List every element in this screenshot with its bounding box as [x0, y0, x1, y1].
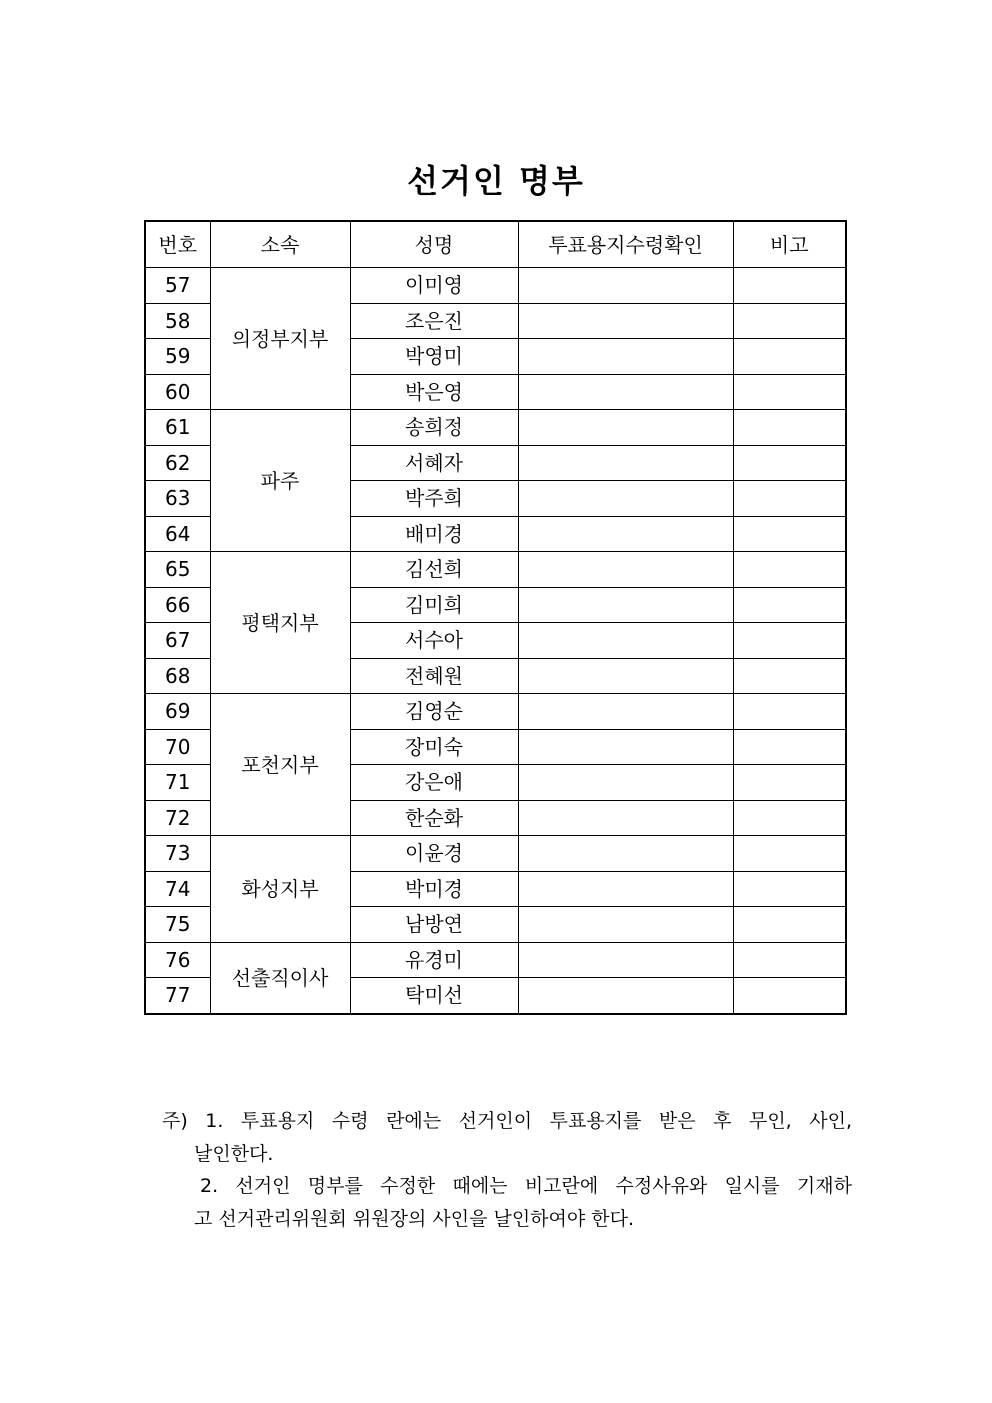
cell-ballot-receipt: [518, 623, 733, 659]
cell-ballot-receipt: [518, 694, 733, 730]
footnotes: [162, 1105, 852, 1235]
footnote-1-line-1: 주) 1. 투표용지 수령 란에는 선거인이 투표용지를 받은 후 무인, 사인,: [162, 1110, 852, 1132]
cell-ballot-receipt: [518, 374, 733, 410]
cell-affiliation: 의정부지부: [210, 268, 350, 410]
cell-number: 67: [145, 623, 210, 659]
cell-number: 57: [145, 268, 210, 304]
table-row: [145, 694, 846, 730]
cell-name: 서혜자: [350, 445, 518, 481]
cell-remarks: [733, 303, 846, 339]
header-name: 성명: [350, 221, 518, 268]
cell-ballot-receipt: [518, 516, 733, 552]
cell-name: 이윤경: [350, 836, 518, 872]
cell-number: 62: [145, 445, 210, 481]
cell-remarks: [733, 410, 846, 446]
cell-number: 71: [145, 765, 210, 801]
cell-ballot-receipt: [518, 481, 733, 517]
table-row: [145, 410, 846, 446]
header-remarks: 비고: [733, 221, 846, 268]
cell-remarks: [733, 587, 846, 623]
cell-name: 강은애: [350, 765, 518, 801]
cell-number: 74: [145, 871, 210, 907]
cell-number: 60: [145, 374, 210, 410]
table-row: [145, 268, 846, 304]
cell-name: 박은영: [350, 374, 518, 410]
cell-number: 73: [145, 836, 210, 872]
cell-remarks: [733, 481, 846, 517]
cell-number: 70: [145, 729, 210, 765]
cell-name: 서수아: [350, 623, 518, 659]
cell-ballot-receipt: [518, 339, 733, 375]
cell-name: 박영미: [350, 339, 518, 375]
cell-number: 65: [145, 552, 210, 588]
cell-remarks: [733, 268, 846, 304]
cell-remarks: [733, 871, 846, 907]
cell-number: 63: [145, 481, 210, 517]
cell-affiliation: 선출직이사: [210, 942, 350, 1014]
cell-ballot-receipt: [518, 765, 733, 801]
cell-number: 75: [145, 907, 210, 943]
cell-remarks: [733, 445, 846, 481]
cell-ballot-receipt: [518, 445, 733, 481]
cell-ballot-receipt: [518, 410, 733, 446]
table-row: [145, 836, 846, 872]
cell-ballot-receipt: [518, 942, 733, 978]
footnote-1-line-2: 날인한다.: [194, 1142, 274, 1165]
cell-ballot-receipt: [518, 871, 733, 907]
cell-number: 76: [145, 942, 210, 978]
cell-ballot-receipt: [518, 729, 733, 765]
cell-remarks: [733, 658, 846, 694]
cell-ballot-receipt: [518, 658, 733, 694]
table-row: [145, 942, 846, 978]
cell-number: 58: [145, 303, 210, 339]
cell-number: 61: [145, 410, 210, 446]
footnote-2-line-2: 고 선거관리위원회 위원장의 사인을 날인하여야 한다.: [194, 1207, 635, 1230]
cell-name: 한순화: [350, 800, 518, 836]
cell-remarks: [733, 623, 846, 659]
cell-name: 유경미: [350, 942, 518, 978]
cell-number: 69: [145, 694, 210, 730]
cell-affiliation: 화성지부: [210, 836, 350, 943]
cell-name: 박미경: [350, 871, 518, 907]
cell-name: 송희정: [350, 410, 518, 446]
cell-ballot-receipt: [518, 268, 733, 304]
table-header-row: [145, 221, 846, 268]
cell-remarks: [733, 516, 846, 552]
cell-name: 김선희: [350, 552, 518, 588]
cell-remarks: [733, 942, 846, 978]
cell-ballot-receipt: [518, 836, 733, 872]
cell-remarks: [733, 907, 846, 943]
cell-name: 전혜원: [350, 658, 518, 694]
cell-remarks: [733, 729, 846, 765]
cell-ballot-receipt: [518, 587, 733, 623]
header-affiliation: 소속: [210, 221, 350, 268]
cell-remarks: [733, 339, 846, 375]
cell-number: 59: [145, 339, 210, 375]
table-row: [145, 552, 846, 588]
cell-name: 남방연: [350, 907, 518, 943]
footnote-2-line-1: 2. 선거인 명부를 수정한 때에는 비고란에 수정사유와 일시를 기재하: [200, 1175, 852, 1197]
cell-affiliation: 파주: [210, 410, 350, 552]
header-number: 번호: [145, 221, 210, 268]
voter-roster-table: [144, 220, 847, 1015]
cell-name: 김미희: [350, 587, 518, 623]
cell-name: 박주희: [350, 481, 518, 517]
cell-ballot-receipt: [518, 907, 733, 943]
cell-name: 이미영: [350, 268, 518, 304]
cell-number: 72: [145, 800, 210, 836]
page-title: 선거인 명부: [407, 162, 585, 200]
cell-name: 배미경: [350, 516, 518, 552]
cell-remarks: [733, 800, 846, 836]
table-body: [145, 268, 846, 1014]
cell-number: 64: [145, 516, 210, 552]
cell-ballot-receipt: [518, 303, 733, 339]
cell-remarks: [733, 552, 846, 588]
cell-affiliation: 포천지부: [210, 694, 350, 836]
cell-affiliation: 평택지부: [210, 552, 350, 694]
cell-remarks: [733, 836, 846, 872]
cell-name: 조은진: [350, 303, 518, 339]
cell-remarks: [733, 694, 846, 730]
header-ballot-receipt: 투표용지수령확인: [518, 221, 733, 268]
cell-number: 68: [145, 658, 210, 694]
cell-remarks: [733, 978, 846, 1014]
cell-number: 66: [145, 587, 210, 623]
cell-remarks: [733, 374, 846, 410]
cell-name: 김영순: [350, 694, 518, 730]
cell-ballot-receipt: [518, 800, 733, 836]
cell-name: 탁미선: [350, 978, 518, 1014]
cell-ballot-receipt: [518, 552, 733, 588]
cell-remarks: [733, 765, 846, 801]
cell-ballot-receipt: [518, 978, 733, 1014]
cell-number: 77: [145, 978, 210, 1014]
cell-name: 장미숙: [350, 729, 518, 765]
